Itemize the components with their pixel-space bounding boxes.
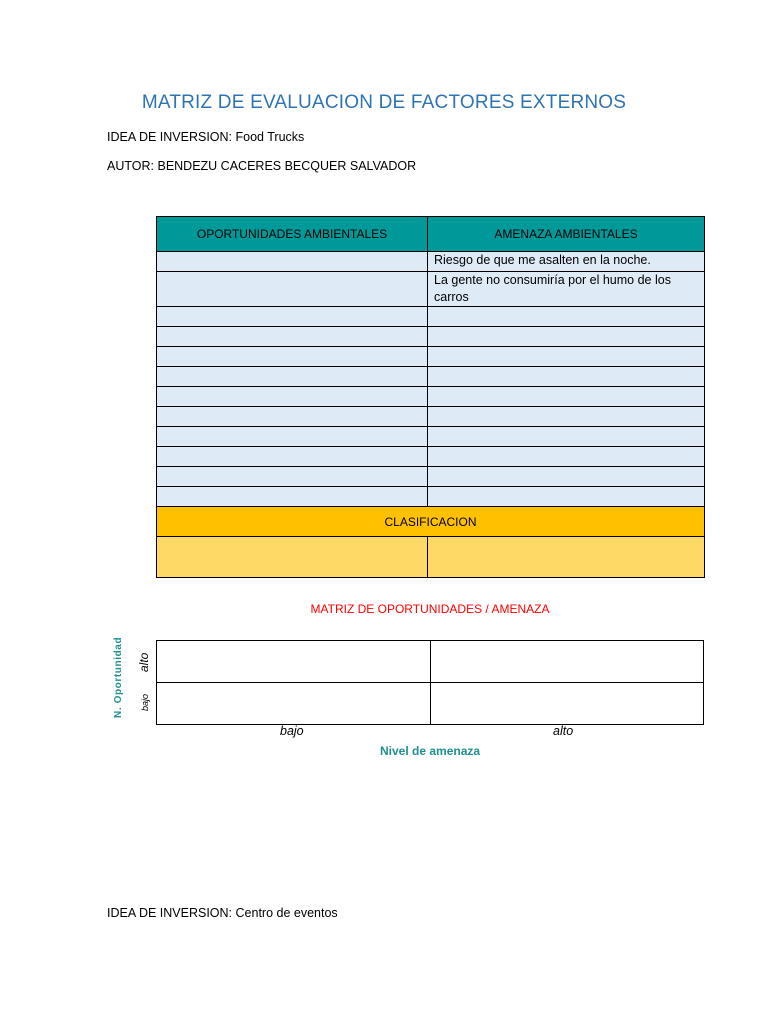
factors-row	[157, 307, 705, 327]
amenaza-cell[interactable]	[428, 307, 705, 327]
matrix-cell[interactable]	[157, 641, 431, 683]
page-title: MATRIZ DE EVALUACION DE FACTORES EXTERNOS	[141, 92, 627, 113]
author-line	[107, 159, 416, 173]
oportunidad-cell[interactable]	[157, 327, 428, 347]
factors-row	[157, 427, 705, 447]
factors-row	[157, 447, 705, 467]
clasificacion-row	[157, 507, 705, 537]
factors-row	[157, 327, 705, 347]
x-axis-title: Nivel de amenaza	[380, 744, 481, 758]
oportunidad-cell[interactable]	[157, 272, 428, 307]
oportunidad-cell[interactable]	[157, 447, 428, 467]
oportunidad-cell[interactable]	[157, 427, 428, 447]
oportunidad-cell[interactable]	[157, 487, 428, 507]
factors-row	[157, 347, 705, 367]
amenaza-cell[interactable]	[428, 327, 705, 347]
clasificacion-values-row	[157, 537, 705, 578]
oportunidad-cell[interactable]	[157, 367, 428, 387]
header-oportunidades: OPORTUNIDADES AMBIENTALES	[157, 217, 428, 252]
oportunidad-cell[interactable]	[157, 347, 428, 367]
oportunidad-cell[interactable]	[157, 467, 428, 487]
factors-row	[157, 487, 705, 507]
x-axis-high-label: alto	[553, 724, 574, 738]
y-axis-low-label: bajo	[140, 693, 150, 711]
oportunidad-cell[interactable]	[157, 252, 428, 272]
idea2-label: IDEA DE INVERSION:	[107, 906, 233, 920]
matrix-row-high	[157, 641, 704, 683]
factors-table	[156, 216, 705, 578]
factors-row	[157, 407, 705, 427]
header-amenazas: AMENAZA AMBIENTALES	[428, 217, 705, 252]
y-axis-high-label: alto	[137, 652, 151, 672]
amenaza-cell[interactable]	[428, 407, 705, 427]
clasificacion-cell[interactable]	[157, 537, 428, 578]
clasificacion-header: CLASIFICACION	[157, 507, 705, 537]
matrix-cell[interactable]	[430, 641, 704, 683]
matrix-cell[interactable]	[430, 683, 704, 725]
amenaza-cell[interactable]	[428, 467, 705, 487]
amenaza-cell[interactable]	[428, 367, 705, 387]
factors-header-row	[157, 217, 705, 252]
amenaza-cell[interactable]	[428, 447, 705, 467]
oportunidad-cell[interactable]	[157, 387, 428, 407]
oportunidad-cell[interactable]	[157, 407, 428, 427]
opportunity-threat-matrix	[156, 640, 704, 725]
author-value: BENDEZU CACERES BECQUER SALVADOR	[157, 159, 417, 173]
amenaza-cell[interactable]	[428, 427, 705, 447]
matrix-row-low	[157, 683, 704, 725]
matrix-cell[interactable]	[157, 683, 431, 725]
clasificacion-cell[interactable]	[428, 537, 705, 578]
idea2-value: Centro de eventos	[235, 906, 338, 920]
factors-row	[157, 467, 705, 487]
idea2-line	[107, 906, 338, 920]
amenaza-cell[interactable]: Riesgo de que me asalten en la noche.	[428, 252, 705, 272]
y-axis-title: N. Oportunidad	[113, 636, 124, 718]
idea-value: Food Trucks	[235, 130, 305, 144]
x-axis-low-label: bajo	[280, 724, 304, 738]
amenaza-cell[interactable]	[428, 347, 705, 367]
factors-row	[157, 252, 705, 272]
factors-row	[157, 367, 705, 387]
amenaza-cell[interactable]: La gente no consumiría por el humo de los carros	[428, 272, 705, 307]
amenaza-cell[interactable]	[428, 387, 705, 407]
factors-row	[157, 272, 705, 307]
idea-label: IDEA DE INVERSION:	[107, 130, 233, 144]
matrix-title: MATRIZ DE OPORTUNIDADES / AMENAZA	[310, 602, 550, 616]
factors-row	[157, 387, 705, 407]
amenaza-cell[interactable]	[428, 487, 705, 507]
author-label: AUTOR:	[107, 159, 154, 173]
idea-line	[107, 130, 304, 144]
oportunidad-cell[interactable]	[157, 307, 428, 327]
